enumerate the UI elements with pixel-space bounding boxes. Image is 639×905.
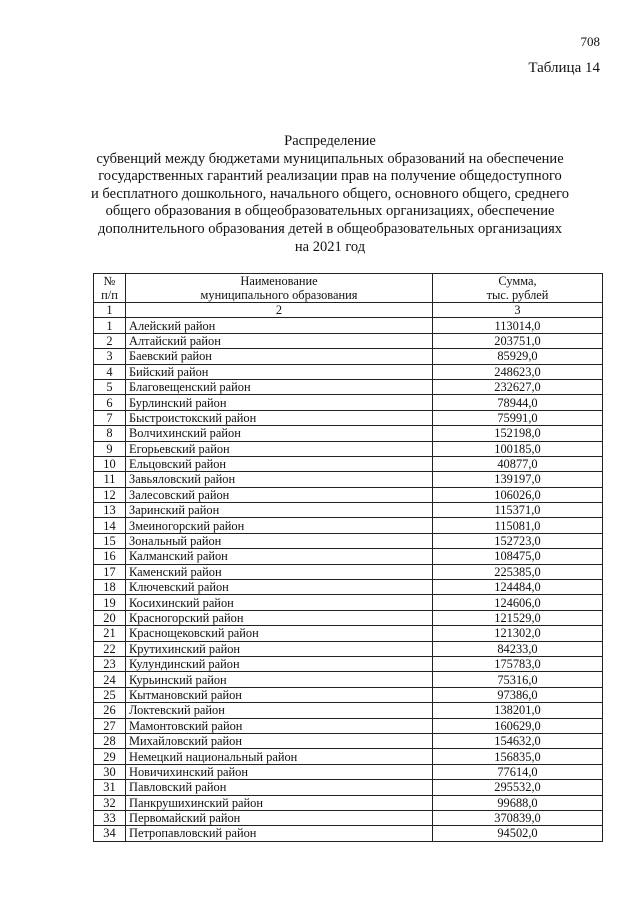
table-row bbox=[94, 395, 603, 410]
subsidy-amount: 115371,0 bbox=[433, 503, 603, 518]
subsidy-amount: 124606,0 bbox=[433, 595, 603, 610]
header-name-line2: муниципального образования bbox=[200, 288, 358, 302]
row-number: 10 bbox=[94, 456, 126, 471]
heading-line: и бесплатного дошкольного, начального общего, основного общего, среднего bbox=[91, 185, 569, 202]
subsidy-amount: 75991,0 bbox=[433, 410, 603, 425]
municipality-name: Новичихинский район bbox=[126, 764, 433, 779]
table-row bbox=[94, 364, 603, 379]
municipality-name: Мамонтовский район bbox=[126, 718, 433, 733]
subsidy-amount: 99688,0 bbox=[433, 795, 603, 810]
subsidy-amount: 370839,0 bbox=[433, 810, 603, 825]
municipality-name: Егорьевский район bbox=[126, 441, 433, 456]
subsidy-amount: 75316,0 bbox=[433, 672, 603, 687]
row-number: 27 bbox=[94, 718, 126, 733]
table-row bbox=[94, 456, 603, 471]
municipality-name: Панкрушихинский район bbox=[126, 795, 433, 810]
heading-line: Распределение bbox=[284, 133, 376, 149]
subsidy-amount: 121302,0 bbox=[433, 626, 603, 641]
subsidy-amount: 97386,0 bbox=[433, 687, 603, 702]
row-number: 14 bbox=[94, 518, 126, 533]
municipality-name: Бурлинский район bbox=[126, 395, 433, 410]
subsidy-amount: 156835,0 bbox=[433, 749, 603, 764]
table-row bbox=[94, 780, 603, 795]
row-number: 30 bbox=[94, 764, 126, 779]
municipality-name: Завьяловский район bbox=[126, 472, 433, 487]
column-number-row bbox=[94, 303, 603, 318]
municipality-name: Баевский район bbox=[126, 349, 433, 364]
subsidy-amount: 175783,0 bbox=[433, 656, 603, 671]
row-number: 29 bbox=[94, 749, 126, 764]
row-number: 28 bbox=[94, 733, 126, 748]
table-row bbox=[94, 318, 603, 333]
row-number: 18 bbox=[94, 580, 126, 595]
table-row bbox=[94, 626, 603, 641]
table-row bbox=[94, 426, 603, 441]
column-number: 3 bbox=[433, 303, 603, 318]
municipality-name: Заринский район bbox=[126, 503, 433, 518]
row-number: 23 bbox=[94, 656, 126, 671]
municipality-name: Ельцовский район bbox=[126, 456, 433, 471]
table-row bbox=[94, 349, 603, 364]
table-row bbox=[94, 810, 603, 825]
table-row bbox=[94, 379, 603, 394]
table-row bbox=[94, 749, 603, 764]
subsidy-amount: 124484,0 bbox=[433, 580, 603, 595]
municipality-name: Немецкий национальный район bbox=[126, 749, 433, 764]
row-number: 25 bbox=[94, 687, 126, 702]
row-number: 4 bbox=[94, 364, 126, 379]
row-number: 34 bbox=[94, 826, 126, 841]
subsidy-amount: 152198,0 bbox=[433, 426, 603, 441]
row-number: 20 bbox=[94, 610, 126, 625]
municipality-name: Благовещенский район bbox=[126, 379, 433, 394]
municipality-name: Калманский район bbox=[126, 549, 433, 564]
municipality-name: Красногорский район bbox=[126, 610, 433, 625]
row-number: 13 bbox=[94, 503, 126, 518]
table-row bbox=[94, 595, 603, 610]
municipality-name: Первомайский район bbox=[126, 810, 433, 825]
page-number: 708 bbox=[580, 34, 600, 49]
row-number: 6 bbox=[94, 395, 126, 410]
row-number: 19 bbox=[94, 595, 126, 610]
table-header-row bbox=[94, 274, 603, 303]
row-number: 15 bbox=[94, 533, 126, 548]
subsidy-amount: 295532,0 bbox=[433, 780, 603, 795]
municipality-name: Крутихинский район bbox=[126, 641, 433, 656]
table-row bbox=[94, 795, 603, 810]
column-number: 1 bbox=[94, 303, 126, 318]
subsidy-amount: 121529,0 bbox=[433, 610, 603, 625]
municipality-name: Зональный район bbox=[126, 533, 433, 548]
table-row bbox=[94, 518, 603, 533]
table-row bbox=[94, 718, 603, 733]
row-number: 21 bbox=[94, 626, 126, 641]
table-row bbox=[94, 703, 603, 718]
row-number: 33 bbox=[94, 810, 126, 825]
municipality-name: Залесовский район bbox=[126, 487, 433, 502]
subsidy-amount: 160629,0 bbox=[433, 718, 603, 733]
table-row bbox=[94, 564, 603, 579]
subsidy-table bbox=[93, 273, 603, 842]
municipality-name: Петропавловский район bbox=[126, 826, 433, 841]
row-number: 32 bbox=[94, 795, 126, 810]
municipality-name: Краснощековский район bbox=[126, 626, 433, 641]
header-number-line1: № bbox=[103, 274, 116, 288]
row-number: 24 bbox=[94, 672, 126, 687]
table-row bbox=[94, 733, 603, 748]
document-heading bbox=[60, 133, 600, 256]
row-number: 7 bbox=[94, 410, 126, 425]
subsidy-amount: 84233,0 bbox=[433, 641, 603, 656]
table-row bbox=[94, 580, 603, 595]
row-number: 3 bbox=[94, 349, 126, 364]
subsidy-amount: 138201,0 bbox=[433, 703, 603, 718]
row-number: 22 bbox=[94, 641, 126, 656]
table-row bbox=[94, 503, 603, 518]
row-number: 8 bbox=[94, 426, 126, 441]
table-row bbox=[94, 826, 603, 841]
municipality-name: Кулундинский район bbox=[126, 656, 433, 671]
municipality-name: Ключевский район bbox=[126, 580, 433, 595]
municipality-name: Каменский район bbox=[126, 564, 433, 579]
table-label: Таблица 14 bbox=[528, 60, 600, 76]
table-row bbox=[94, 549, 603, 564]
row-number: 31 bbox=[94, 780, 126, 795]
table-row bbox=[94, 656, 603, 671]
heading-line: общего образования в общеобразовательных организациях, обеспечение bbox=[105, 203, 555, 220]
table-row bbox=[94, 687, 603, 702]
municipality-name: Локтевский район bbox=[126, 703, 433, 718]
subsidy-amount: 248623,0 bbox=[433, 364, 603, 379]
subsidy-amount: 152723,0 bbox=[433, 533, 603, 548]
heading-line: на 2021 год bbox=[294, 238, 366, 255]
table-row bbox=[94, 641, 603, 656]
table-row bbox=[94, 487, 603, 502]
row-number: 1 bbox=[94, 318, 126, 333]
heading-line: дополнительного образования детей в общеобразовательных организациях bbox=[98, 220, 562, 237]
subsidy-amount: 154632,0 bbox=[433, 733, 603, 748]
table-row bbox=[94, 333, 603, 348]
row-number: 17 bbox=[94, 564, 126, 579]
municipality-name: Змеиногорский район bbox=[126, 518, 433, 533]
table-row bbox=[94, 410, 603, 425]
header-number-line2: п/п bbox=[101, 288, 118, 302]
table-row bbox=[94, 441, 603, 456]
subsidy-amount: 108475,0 bbox=[433, 549, 603, 564]
subsidy-amount: 78944,0 bbox=[433, 395, 603, 410]
subsidy-amount: 85929,0 bbox=[433, 349, 603, 364]
subsidy-amount: 77614,0 bbox=[433, 764, 603, 779]
header-sum-line2: тыс. рублей bbox=[486, 288, 549, 302]
column-number: 2 bbox=[126, 303, 433, 318]
row-number: 12 bbox=[94, 487, 126, 502]
header-name-cell bbox=[126, 274, 433, 303]
municipality-name: Алейский район bbox=[126, 318, 433, 333]
header-name-line1: Наименование bbox=[240, 274, 318, 288]
table-row bbox=[94, 764, 603, 779]
subsidy-amount: 40877,0 bbox=[433, 456, 603, 471]
subsidy-amount: 115081,0 bbox=[433, 518, 603, 533]
table-row bbox=[94, 672, 603, 687]
header-sum-cell bbox=[433, 274, 603, 303]
subsidy-amount: 106026,0 bbox=[433, 487, 603, 502]
municipality-name: Бийский район bbox=[126, 364, 433, 379]
municipality-name: Косихинский район bbox=[126, 595, 433, 610]
subsidy-amount: 225385,0 bbox=[433, 564, 603, 579]
row-number: 2 bbox=[94, 333, 126, 348]
table-row bbox=[94, 610, 603, 625]
row-number: 26 bbox=[94, 703, 126, 718]
subsidy-amount: 94502,0 bbox=[433, 826, 603, 841]
municipality-name: Михайловский район bbox=[126, 733, 433, 748]
subsidy-amount: 100185,0 bbox=[433, 441, 603, 456]
row-number: 16 bbox=[94, 549, 126, 564]
header-sum-line1: Сумма, bbox=[498, 274, 537, 288]
municipality-name: Павловский район bbox=[126, 780, 433, 795]
heading-line: субвенций между бюджетами муниципальных образований на обеспечение bbox=[96, 150, 564, 167]
subsidy-amount: 113014,0 bbox=[433, 318, 603, 333]
row-number: 9 bbox=[94, 441, 126, 456]
heading-line: государственных гарантий реализации прав на получение общедоступного bbox=[98, 168, 562, 185]
municipality-name: Алтайский район bbox=[126, 333, 433, 348]
subsidy-amount: 232627,0 bbox=[433, 379, 603, 394]
municipality-name: Курьинский район bbox=[126, 672, 433, 687]
table-row bbox=[94, 533, 603, 548]
row-number: 11 bbox=[94, 472, 126, 487]
row-number: 5 bbox=[94, 379, 126, 394]
municipality-name: Кытмановский район bbox=[126, 687, 433, 702]
table-row bbox=[94, 472, 603, 487]
municipality-name: Быстроистокский район bbox=[126, 410, 433, 425]
header-number-cell bbox=[94, 274, 126, 303]
subsidy-amount: 203751,0 bbox=[433, 333, 603, 348]
municipality-name: Волчихинский район bbox=[126, 426, 433, 441]
subsidy-amount: 139197,0 bbox=[433, 472, 603, 487]
